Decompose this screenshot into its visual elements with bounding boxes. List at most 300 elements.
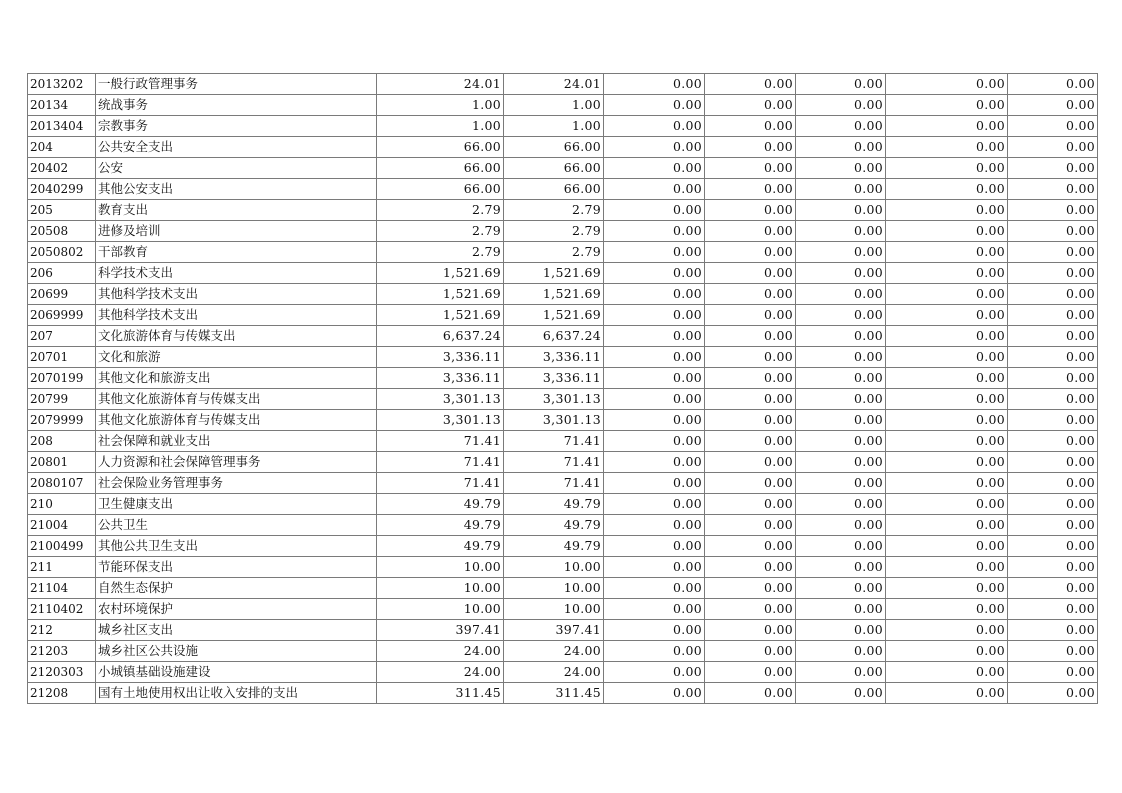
project-expenditure-cell: 0.00 bbox=[604, 536, 705, 557]
total-amount-cell: 71.41 bbox=[377, 473, 504, 494]
project-expenditure-cell: 0.00 bbox=[604, 683, 705, 704]
amount-cell-5: 0.00 bbox=[796, 200, 886, 221]
amount-cell-7: 0.00 bbox=[1008, 389, 1098, 410]
subject-name-cell: 国有土地使用权出让收入安排的支出 bbox=[96, 683, 377, 704]
amount-cell-6: 0.00 bbox=[886, 95, 1008, 116]
total-amount-cell: 2.79 bbox=[377, 221, 504, 242]
basic-expenditure-cell: 66.00 bbox=[504, 137, 604, 158]
amount-cell-6: 0.00 bbox=[886, 263, 1008, 284]
project-expenditure-cell: 0.00 bbox=[604, 389, 705, 410]
project-expenditure-cell: 0.00 bbox=[604, 599, 705, 620]
total-amount-cell: 397.41 bbox=[377, 620, 504, 641]
total-amount-cell: 6,637.24 bbox=[377, 326, 504, 347]
amount-cell-4: 0.00 bbox=[705, 683, 796, 704]
basic-expenditure-cell: 66.00 bbox=[504, 179, 604, 200]
amount-cell-7: 0.00 bbox=[1008, 473, 1098, 494]
total-amount-cell: 3,301.13 bbox=[377, 389, 504, 410]
amount-cell-5: 0.00 bbox=[796, 452, 886, 473]
amount-cell-7: 0.00 bbox=[1008, 242, 1098, 263]
total-amount-cell: 2.79 bbox=[377, 242, 504, 263]
amount-cell-7: 0.00 bbox=[1008, 662, 1098, 683]
amount-cell-7: 0.00 bbox=[1008, 557, 1098, 578]
amount-cell-7: 0.00 bbox=[1008, 200, 1098, 221]
subject-name-cell: 其他公安支出 bbox=[96, 179, 377, 200]
amount-cell-6: 0.00 bbox=[886, 599, 1008, 620]
amount-cell-7: 0.00 bbox=[1008, 494, 1098, 515]
subject-name-cell: 干部教育 bbox=[96, 242, 377, 263]
subject-name-cell: 一般行政管理事务 bbox=[96, 74, 377, 95]
amount-cell-7: 0.00 bbox=[1008, 116, 1098, 137]
table-row bbox=[28, 620, 1098, 641]
amount-cell-5: 0.00 bbox=[796, 158, 886, 179]
subject-code-cell: 206 bbox=[28, 263, 96, 284]
project-expenditure-cell: 0.00 bbox=[604, 221, 705, 242]
subject-code-cell: 211 bbox=[28, 557, 96, 578]
total-amount-cell: 3,301.13 bbox=[377, 410, 504, 431]
subject-code-cell: 204 bbox=[28, 137, 96, 158]
amount-cell-4: 0.00 bbox=[705, 137, 796, 158]
project-expenditure-cell: 0.00 bbox=[604, 137, 705, 158]
amount-cell-5: 0.00 bbox=[796, 137, 886, 158]
amount-cell-4: 0.00 bbox=[705, 557, 796, 578]
subject-code-cell: 2069999 bbox=[28, 305, 96, 326]
amount-cell-5: 0.00 bbox=[796, 326, 886, 347]
subject-code-cell: 2013202 bbox=[28, 74, 96, 95]
table-row bbox=[28, 473, 1098, 494]
amount-cell-7: 0.00 bbox=[1008, 368, 1098, 389]
subject-name-cell: 统战事务 bbox=[96, 95, 377, 116]
amount-cell-5: 0.00 bbox=[796, 179, 886, 200]
amount-cell-6: 0.00 bbox=[886, 473, 1008, 494]
table-row bbox=[28, 494, 1098, 515]
project-expenditure-cell: 0.00 bbox=[604, 473, 705, 494]
amount-cell-7: 0.00 bbox=[1008, 347, 1098, 368]
amount-cell-4: 0.00 bbox=[705, 221, 796, 242]
amount-cell-4: 0.00 bbox=[705, 284, 796, 305]
subject-name-cell: 文化旅游体育与传媒支出 bbox=[96, 326, 377, 347]
basic-expenditure-cell: 49.79 bbox=[504, 536, 604, 557]
subject-code-cell: 2070199 bbox=[28, 368, 96, 389]
amount-cell-4: 0.00 bbox=[705, 326, 796, 347]
project-expenditure-cell: 0.00 bbox=[604, 347, 705, 368]
amount-cell-6: 0.00 bbox=[886, 368, 1008, 389]
subject-code-cell: 21208 bbox=[28, 683, 96, 704]
subject-name-cell: 公共安全支出 bbox=[96, 137, 377, 158]
table-row bbox=[28, 326, 1098, 347]
amount-cell-5: 0.00 bbox=[796, 263, 886, 284]
project-expenditure-cell: 0.00 bbox=[604, 641, 705, 662]
basic-expenditure-cell: 49.79 bbox=[504, 494, 604, 515]
total-amount-cell: 1,521.69 bbox=[377, 284, 504, 305]
subject-name-cell: 卫生健康支出 bbox=[96, 494, 377, 515]
project-expenditure-cell: 0.00 bbox=[604, 305, 705, 326]
project-expenditure-cell: 0.00 bbox=[604, 557, 705, 578]
amount-cell-4: 0.00 bbox=[705, 368, 796, 389]
amount-cell-7: 0.00 bbox=[1008, 326, 1098, 347]
table-row bbox=[28, 578, 1098, 599]
table-row bbox=[28, 452, 1098, 473]
table-row bbox=[28, 74, 1098, 95]
subject-code-cell: 2120303 bbox=[28, 662, 96, 683]
subject-name-cell: 其他科学技术支出 bbox=[96, 284, 377, 305]
basic-expenditure-cell: 6,637.24 bbox=[504, 326, 604, 347]
amount-cell-4: 0.00 bbox=[705, 347, 796, 368]
subject-code-cell: 20701 bbox=[28, 347, 96, 368]
amount-cell-7: 0.00 bbox=[1008, 431, 1098, 452]
budget-table-sheet bbox=[27, 73, 1098, 704]
amount-cell-6: 0.00 bbox=[886, 158, 1008, 179]
subject-code-cell: 2100499 bbox=[28, 536, 96, 557]
amount-cell-7: 0.00 bbox=[1008, 221, 1098, 242]
subject-code-cell: 207 bbox=[28, 326, 96, 347]
amount-cell-5: 0.00 bbox=[796, 599, 886, 620]
project-expenditure-cell: 0.00 bbox=[604, 452, 705, 473]
amount-cell-6: 0.00 bbox=[886, 200, 1008, 221]
amount-cell-6: 0.00 bbox=[886, 662, 1008, 683]
amount-cell-4: 0.00 bbox=[705, 620, 796, 641]
amount-cell-7: 0.00 bbox=[1008, 179, 1098, 200]
amount-cell-5: 0.00 bbox=[796, 662, 886, 683]
amount-cell-7: 0.00 bbox=[1008, 620, 1098, 641]
total-amount-cell: 1.00 bbox=[377, 95, 504, 116]
amount-cell-5: 0.00 bbox=[796, 242, 886, 263]
table-row bbox=[28, 641, 1098, 662]
amount-cell-4: 0.00 bbox=[705, 179, 796, 200]
subject-name-cell: 社会保险业务管理事务 bbox=[96, 473, 377, 494]
amount-cell-5: 0.00 bbox=[796, 494, 886, 515]
amount-cell-6: 0.00 bbox=[886, 557, 1008, 578]
project-expenditure-cell: 0.00 bbox=[604, 116, 705, 137]
amount-cell-5: 0.00 bbox=[796, 536, 886, 557]
subject-name-cell: 科学技术支出 bbox=[96, 263, 377, 284]
total-amount-cell: 2.79 bbox=[377, 200, 504, 221]
amount-cell-6: 0.00 bbox=[886, 683, 1008, 704]
subject-code-cell: 208 bbox=[28, 431, 96, 452]
amount-cell-6: 0.00 bbox=[886, 284, 1008, 305]
amount-cell-7: 0.00 bbox=[1008, 515, 1098, 536]
table-row bbox=[28, 683, 1098, 704]
table-row bbox=[28, 347, 1098, 368]
amount-cell-4: 0.00 bbox=[705, 74, 796, 95]
basic-expenditure-cell: 3,301.13 bbox=[504, 389, 604, 410]
basic-expenditure-cell: 10.00 bbox=[504, 557, 604, 578]
subject-name-cell: 其他公共卫生支出 bbox=[96, 536, 377, 557]
total-amount-cell: 1,521.69 bbox=[377, 263, 504, 284]
subject-code-cell: 20801 bbox=[28, 452, 96, 473]
subject-name-cell: 城乡社区支出 bbox=[96, 620, 377, 641]
amount-cell-6: 0.00 bbox=[886, 515, 1008, 536]
amount-cell-4: 0.00 bbox=[705, 410, 796, 431]
subject-code-cell: 2079999 bbox=[28, 410, 96, 431]
amount-cell-6: 0.00 bbox=[886, 179, 1008, 200]
subject-code-cell: 21004 bbox=[28, 515, 96, 536]
amount-cell-6: 0.00 bbox=[886, 431, 1008, 452]
basic-expenditure-cell: 66.00 bbox=[504, 158, 604, 179]
total-amount-cell: 66.00 bbox=[377, 137, 504, 158]
amount-cell-5: 0.00 bbox=[796, 347, 886, 368]
project-expenditure-cell: 0.00 bbox=[604, 74, 705, 95]
amount-cell-6: 0.00 bbox=[886, 137, 1008, 158]
amount-cell-4: 0.00 bbox=[705, 242, 796, 263]
table-row bbox=[28, 179, 1098, 200]
total-amount-cell: 71.41 bbox=[377, 452, 504, 473]
basic-expenditure-cell: 71.41 bbox=[504, 452, 604, 473]
amount-cell-7: 0.00 bbox=[1008, 137, 1098, 158]
amount-cell-4: 0.00 bbox=[705, 263, 796, 284]
amount-cell-7: 0.00 bbox=[1008, 95, 1098, 116]
table-row bbox=[28, 137, 1098, 158]
total-amount-cell: 66.00 bbox=[377, 158, 504, 179]
amount-cell-5: 0.00 bbox=[796, 284, 886, 305]
total-amount-cell: 311.45 bbox=[377, 683, 504, 704]
amount-cell-5: 0.00 bbox=[796, 557, 886, 578]
amount-cell-6: 0.00 bbox=[886, 221, 1008, 242]
subject-name-cell: 节能环保支出 bbox=[96, 557, 377, 578]
project-expenditure-cell: 0.00 bbox=[604, 326, 705, 347]
total-amount-cell: 49.79 bbox=[377, 515, 504, 536]
subject-name-cell: 城乡社区公共设施 bbox=[96, 641, 377, 662]
basic-expenditure-cell: 311.45 bbox=[504, 683, 604, 704]
amount-cell-6: 0.00 bbox=[886, 641, 1008, 662]
amount-cell-5: 0.00 bbox=[796, 368, 886, 389]
subject-code-cell: 20799 bbox=[28, 389, 96, 410]
subject-name-cell: 人力资源和社会保障管理事务 bbox=[96, 452, 377, 473]
subject-code-cell: 212 bbox=[28, 620, 96, 641]
amount-cell-6: 0.00 bbox=[886, 116, 1008, 137]
amount-cell-5: 0.00 bbox=[796, 221, 886, 242]
subject-name-cell: 公安 bbox=[96, 158, 377, 179]
amount-cell-6: 0.00 bbox=[886, 410, 1008, 431]
basic-expenditure-cell: 1,521.69 bbox=[504, 284, 604, 305]
subject-code-cell: 20402 bbox=[28, 158, 96, 179]
basic-expenditure-cell: 49.79 bbox=[504, 515, 604, 536]
subject-code-cell: 210 bbox=[28, 494, 96, 515]
basic-expenditure-cell: 2.79 bbox=[504, 200, 604, 221]
project-expenditure-cell: 0.00 bbox=[604, 284, 705, 305]
table-row bbox=[28, 200, 1098, 221]
amount-cell-4: 0.00 bbox=[705, 662, 796, 683]
amount-cell-5: 0.00 bbox=[796, 116, 886, 137]
total-amount-cell: 71.41 bbox=[377, 431, 504, 452]
subject-code-cell: 2050802 bbox=[28, 242, 96, 263]
project-expenditure-cell: 0.00 bbox=[604, 242, 705, 263]
amount-cell-5: 0.00 bbox=[796, 641, 886, 662]
basic-expenditure-cell: 2.79 bbox=[504, 242, 604, 263]
amount-cell-7: 0.00 bbox=[1008, 158, 1098, 179]
table-row bbox=[28, 368, 1098, 389]
table-row bbox=[28, 599, 1098, 620]
total-amount-cell: 24.01 bbox=[377, 74, 504, 95]
amount-cell-6: 0.00 bbox=[886, 536, 1008, 557]
subject-name-cell: 其他文化旅游体育与传媒支出 bbox=[96, 389, 377, 410]
basic-expenditure-cell: 24.00 bbox=[504, 662, 604, 683]
table-row bbox=[28, 305, 1098, 326]
table-body bbox=[28, 74, 1098, 704]
basic-expenditure-cell: 10.00 bbox=[504, 599, 604, 620]
subject-code-cell: 2080107 bbox=[28, 473, 96, 494]
amount-cell-7: 0.00 bbox=[1008, 536, 1098, 557]
amount-cell-5: 0.00 bbox=[796, 431, 886, 452]
amount-cell-4: 0.00 bbox=[705, 515, 796, 536]
amount-cell-4: 0.00 bbox=[705, 452, 796, 473]
total-amount-cell: 10.00 bbox=[377, 557, 504, 578]
subject-code-cell: 205 bbox=[28, 200, 96, 221]
subject-name-cell: 进修及培训 bbox=[96, 221, 377, 242]
total-amount-cell: 3,336.11 bbox=[377, 368, 504, 389]
table-row bbox=[28, 221, 1098, 242]
subject-name-cell: 农村环境保护 bbox=[96, 599, 377, 620]
subject-code-cell: 2040299 bbox=[28, 179, 96, 200]
subject-name-cell: 自然生态保护 bbox=[96, 578, 377, 599]
amount-cell-4: 0.00 bbox=[705, 494, 796, 515]
amount-cell-6: 0.00 bbox=[886, 74, 1008, 95]
subject-code-cell: 2110402 bbox=[28, 599, 96, 620]
amount-cell-4: 0.00 bbox=[705, 431, 796, 452]
total-amount-cell: 49.79 bbox=[377, 494, 504, 515]
amount-cell-4: 0.00 bbox=[705, 578, 796, 599]
project-expenditure-cell: 0.00 bbox=[604, 620, 705, 641]
project-expenditure-cell: 0.00 bbox=[604, 662, 705, 683]
total-amount-cell: 1.00 bbox=[377, 116, 504, 137]
amount-cell-7: 0.00 bbox=[1008, 452, 1098, 473]
amount-cell-7: 0.00 bbox=[1008, 305, 1098, 326]
amount-cell-7: 0.00 bbox=[1008, 284, 1098, 305]
amount-cell-5: 0.00 bbox=[796, 473, 886, 494]
basic-expenditure-cell: 1,521.69 bbox=[504, 263, 604, 284]
amount-cell-6: 0.00 bbox=[886, 347, 1008, 368]
table-row bbox=[28, 557, 1098, 578]
subject-code-cell: 20699 bbox=[28, 284, 96, 305]
subject-code-cell: 20508 bbox=[28, 221, 96, 242]
total-amount-cell: 1,521.69 bbox=[377, 305, 504, 326]
amount-cell-4: 0.00 bbox=[705, 599, 796, 620]
subject-code-cell: 21104 bbox=[28, 578, 96, 599]
basic-expenditure-cell: 1.00 bbox=[504, 116, 604, 137]
amount-cell-5: 0.00 bbox=[796, 620, 886, 641]
amount-cell-6: 0.00 bbox=[886, 389, 1008, 410]
amount-cell-7: 0.00 bbox=[1008, 641, 1098, 662]
project-expenditure-cell: 0.00 bbox=[604, 578, 705, 599]
table-row bbox=[28, 515, 1098, 536]
basic-expenditure-cell: 3,301.13 bbox=[504, 410, 604, 431]
amount-cell-4: 0.00 bbox=[705, 95, 796, 116]
amount-cell-7: 0.00 bbox=[1008, 410, 1098, 431]
subject-name-cell: 小城镇基础设施建设 bbox=[96, 662, 377, 683]
basic-expenditure-cell: 10.00 bbox=[504, 578, 604, 599]
total-amount-cell: 24.00 bbox=[377, 662, 504, 683]
amount-cell-4: 0.00 bbox=[705, 473, 796, 494]
amount-cell-5: 0.00 bbox=[796, 515, 886, 536]
subject-code-cell: 21203 bbox=[28, 641, 96, 662]
basic-expenditure-cell: 71.41 bbox=[504, 473, 604, 494]
amount-cell-6: 0.00 bbox=[886, 620, 1008, 641]
amount-cell-5: 0.00 bbox=[796, 683, 886, 704]
project-expenditure-cell: 0.00 bbox=[604, 158, 705, 179]
basic-expenditure-cell: 1,521.69 bbox=[504, 305, 604, 326]
amount-cell-5: 0.00 bbox=[796, 410, 886, 431]
amount-cell-6: 0.00 bbox=[886, 578, 1008, 599]
amount-cell-5: 0.00 bbox=[796, 305, 886, 326]
amount-cell-5: 0.00 bbox=[796, 95, 886, 116]
amount-cell-6: 0.00 bbox=[886, 326, 1008, 347]
amount-cell-5: 0.00 bbox=[796, 578, 886, 599]
subject-name-cell: 文化和旅游 bbox=[96, 347, 377, 368]
table-row bbox=[28, 242, 1098, 263]
subject-code-cell: 20134 bbox=[28, 95, 96, 116]
basic-expenditure-cell: 24.00 bbox=[504, 641, 604, 662]
subject-name-cell: 公共卫生 bbox=[96, 515, 377, 536]
basic-expenditure-cell: 2.79 bbox=[504, 221, 604, 242]
project-expenditure-cell: 0.00 bbox=[604, 515, 705, 536]
total-amount-cell: 3,336.11 bbox=[377, 347, 504, 368]
amount-cell-7: 0.00 bbox=[1008, 683, 1098, 704]
basic-expenditure-cell: 24.01 bbox=[504, 74, 604, 95]
table-row bbox=[28, 389, 1098, 410]
amount-cell-4: 0.00 bbox=[705, 641, 796, 662]
subject-name-cell: 宗教事务 bbox=[96, 116, 377, 137]
subject-name-cell: 其他文化和旅游支出 bbox=[96, 368, 377, 389]
amount-cell-4: 0.00 bbox=[705, 305, 796, 326]
table-row bbox=[28, 158, 1098, 179]
amount-cell-4: 0.00 bbox=[705, 536, 796, 557]
amount-cell-6: 0.00 bbox=[886, 242, 1008, 263]
table-row bbox=[28, 662, 1098, 683]
amount-cell-5: 0.00 bbox=[796, 389, 886, 410]
total-amount-cell: 24.00 bbox=[377, 641, 504, 662]
total-amount-cell: 66.00 bbox=[377, 179, 504, 200]
amount-cell-7: 0.00 bbox=[1008, 599, 1098, 620]
total-amount-cell: 49.79 bbox=[377, 536, 504, 557]
table-row bbox=[28, 263, 1098, 284]
table-row bbox=[28, 116, 1098, 137]
project-expenditure-cell: 0.00 bbox=[604, 494, 705, 515]
basic-expenditure-cell: 397.41 bbox=[504, 620, 604, 641]
table-row bbox=[28, 536, 1098, 557]
subject-name-cell: 其他科学技术支出 bbox=[96, 305, 377, 326]
project-expenditure-cell: 0.00 bbox=[604, 410, 705, 431]
amount-cell-6: 0.00 bbox=[886, 494, 1008, 515]
subject-name-cell: 其他文化旅游体育与传媒支出 bbox=[96, 410, 377, 431]
amount-cell-7: 0.00 bbox=[1008, 74, 1098, 95]
subject-name-cell: 社会保障和就业支出 bbox=[96, 431, 377, 452]
basic-expenditure-cell: 3,336.11 bbox=[504, 347, 604, 368]
total-amount-cell: 10.00 bbox=[377, 599, 504, 620]
table-row bbox=[28, 95, 1098, 116]
amount-cell-7: 0.00 bbox=[1008, 578, 1098, 599]
project-expenditure-cell: 0.00 bbox=[604, 179, 705, 200]
total-amount-cell: 10.00 bbox=[377, 578, 504, 599]
table-row bbox=[28, 410, 1098, 431]
project-expenditure-cell: 0.00 bbox=[604, 431, 705, 452]
amount-cell-6: 0.00 bbox=[886, 305, 1008, 326]
amount-cell-7: 0.00 bbox=[1008, 263, 1098, 284]
amount-cell-4: 0.00 bbox=[705, 200, 796, 221]
subject-name-cell: 教育支出 bbox=[96, 200, 377, 221]
amount-cell-4: 0.00 bbox=[705, 116, 796, 137]
table-row bbox=[28, 284, 1098, 305]
basic-expenditure-cell: 1.00 bbox=[504, 95, 604, 116]
amount-cell-6: 0.00 bbox=[886, 452, 1008, 473]
project-expenditure-cell: 0.00 bbox=[604, 200, 705, 221]
amount-cell-4: 0.00 bbox=[705, 389, 796, 410]
project-expenditure-cell: 0.00 bbox=[604, 263, 705, 284]
basic-expenditure-cell: 3,336.11 bbox=[504, 368, 604, 389]
basic-expenditure-cell: 71.41 bbox=[504, 431, 604, 452]
subject-code-cell: 2013404 bbox=[28, 116, 96, 137]
table-row bbox=[28, 431, 1098, 452]
amount-cell-5: 0.00 bbox=[796, 74, 886, 95]
project-expenditure-cell: 0.00 bbox=[604, 368, 705, 389]
